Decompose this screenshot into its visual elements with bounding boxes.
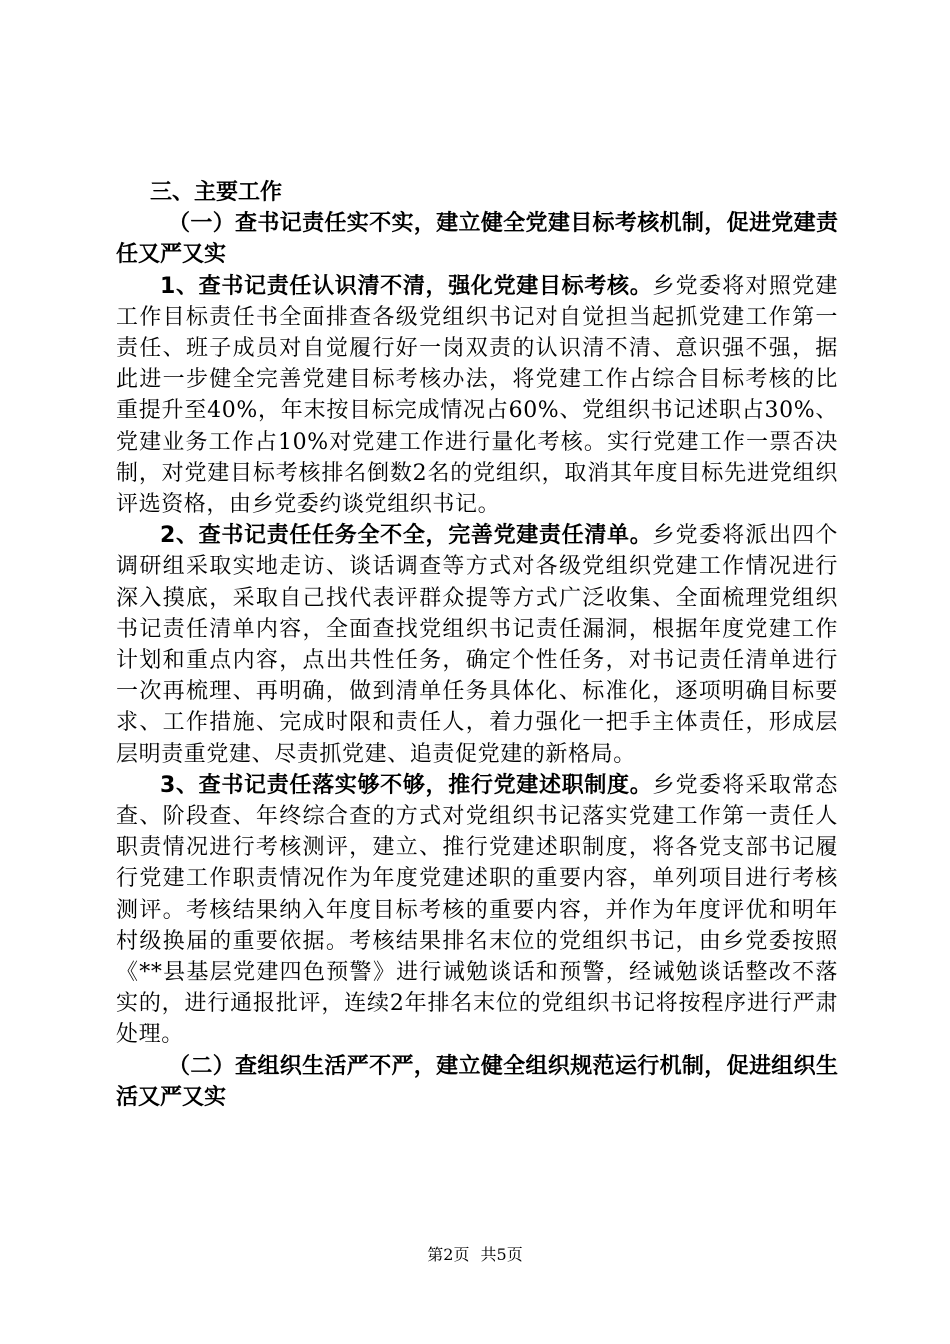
paragraph-lead: 3、查书记责任落实够不够，推行党建述职制度。 xyxy=(160,772,653,798)
page-footer xyxy=(0,1245,950,1265)
paragraph-body: 乡党委将派出四个调研组采取实地走访、谈话调查等方式对各级党组织党建工作情况进行深入摸底，采取自己找代表评群众提等方式广泛收集、全面梳理党组织书记责任清单内容，全面查找党组织书记责任漏洞，根据年度党建工作计划和重点内容，点出共性任务，确定个性任务，对书记责任清单进行一次再梳理、再明确，做到清单任务具体化、标准化，逐项明确目标要求、工作措施、完成时限和责任人，着力强化一把手主体责任，形成层层明责重党建、尽责抓党建、追责促党建的新格局。 xyxy=(116,523,838,767)
paragraph-lead: 2、查书记责任任务全不全，完善党建责任清单。 xyxy=(160,523,653,549)
document-body xyxy=(116,177,838,1113)
paragraph-item-2 xyxy=(116,520,838,770)
page-number: 第2页 xyxy=(427,1245,470,1264)
paragraph-body: 乡党委将对照党建工作目标责任书全面排查各级党组织书记对自觉担当起抓党建工作第一责任、班子成员对自觉履行好一岗双责的认识清不清、意识强不强，据此进一步健全完善党建目标考核办法，将党建工作占综合目标考核的比重提升至40%，年末按目标完成情况占60%、党组织书记述职占30%、党建业务工作占10%对党建工作进行量化考核。实行党建工作一票否决制，对党建目标考核排名倒数2名的党组织，取消其年度目标先进党组织评选资格，由乡党委约谈党组织书记。 xyxy=(116,273,838,518)
paragraph-item-3 xyxy=(116,770,838,1051)
section-heading: 三、主要工作 xyxy=(150,180,283,205)
paragraph-body: 乡党委将采取常态查、阶段查、年终综合查的方式对党组织书记落实党建工作第一责任人职责情况进行考核测评，建立、推行党建述职制度，将各党支部书记履行党建工作职责情况作为年度党建述职的重要内容，单列项目进行考核测评。考核结果纳入年度目标考核的重要内容，并作为年度评优和明年村级换届的重要依据。考核结果排名末位的党组织书记，由乡党委按照《**县基层党建四色预警》进行诫勉谈话和预警，经诫勉谈话整改不落实的，进行通报批评，连续2年排名末位的党组织书记将按程序进行严肃处理。 xyxy=(116,772,838,1048)
subsection-heading-2: （二）查组织生活严不严，建立健全组织规范运行机制，促进组织生活又严又实 xyxy=(116,1053,838,1110)
subsection-heading-1: （一）查书记责任实不实，建立健全党建目标考核机制，促进党建责任又严又实 xyxy=(116,211,838,268)
paragraph-item-1 xyxy=(116,271,838,521)
page-total: 共5页 xyxy=(480,1245,523,1264)
paragraph-lead: 1、查书记责任认识清不清，强化党建目标考核。 xyxy=(160,273,653,299)
